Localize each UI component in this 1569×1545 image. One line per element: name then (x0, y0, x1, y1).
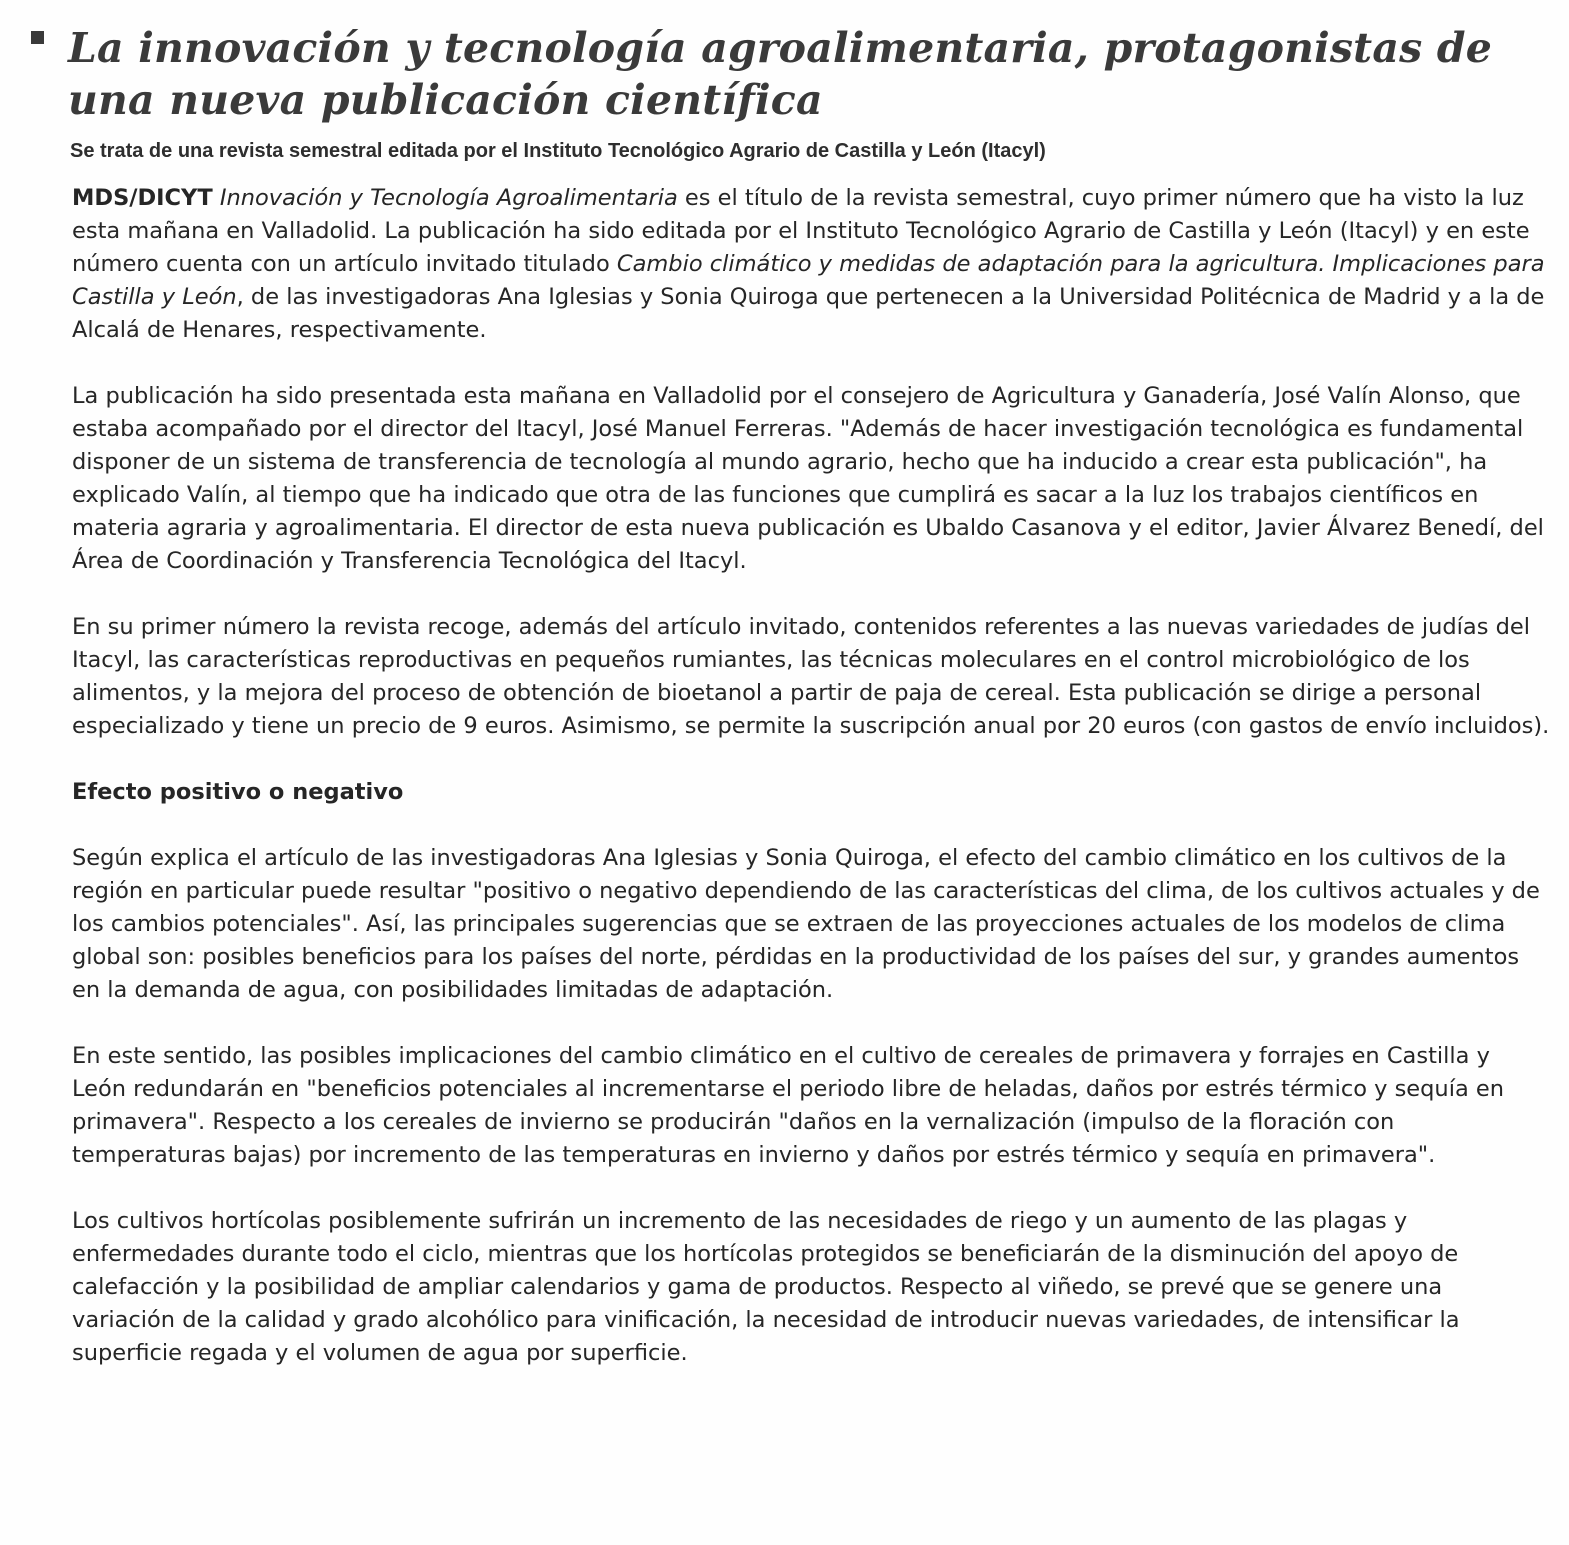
news-source: MDS/DICYT (72, 185, 213, 211)
paragraph-1-text-a: es el título de la revista semestral, cuyo primer número que ha visto la luz esta mañana en Valladolid. La publicación ha sido editada por el Instituto Tecnológico Agrario de Castilla y León (Itacyl) y en este número cuenta con un artículo invitado titulado (72, 185, 1530, 277)
paragraph-3: En su primer número la revista recoge, además del artículo invitado, contenidos referentes a las nuevas variedades de judías del Itacyl, las características reproductivas en pequeños rumiantes, las técnicas moleculares en el control microbiológico de los alimentos, y la mejora del proceso de obtención de bioetanol a partir de paja de cereal. Esta publicación se dirige a personal especializado y tiene un precio de 9 euros. Asimismo, se permite la suscripción anual por 20 euros (con gastos de envío incluidos). (72, 614, 1550, 739)
paragraph-6: Los cultivos hortícolas posiblemente sufrirán un incremento de las necesidades de riego y un aumento de las plagas y enfermedades durante todo el ciclo, mientras que los hortícolas protegidos se beneficiarán de la disminución del apoyo de calefacción y la posibilidad de ampliar calendarios y gama de productos. Respecto al viñedo, se prevé que se genere una variación de la calidad y grado alcohólico para vinificación, la necesidad de introducir nuevas variedades, de intensificar la superficie regada y el volumen de agua por superficie. (72, 1208, 1460, 1366)
paragraph-5: En este sentido, las posibles implicaciones del cambio climático en el cultivo de cereales de primavera y forrajes en Castilla y León redundarán en "beneficios potenciales al incrementarse el periodo libre de heladas, daños por estrés térmico y sequía en primavera". Respecto a los cereales de invierno se producirán "daños en la vernalización (impulso de la floración con temperaturas bajas) por incremento de las temperaturas en invierno y daños por estrés térmico y sequía en primavera". (72, 1043, 1504, 1168)
section-heading: Efecto positivo o negativo (72, 779, 404, 805)
paragraph-2: La publicación ha sido presentada esta mañana en Valladolid por el consejero de Agricultura y Ganadería, José Valín Alonso, que estaba acompañado por el director del Itacyl, José Manuel Ferreras. "Además de hacer investigación tecnológica es fundamental disponer de un sistema de transferencia de tecnología al mundo agrario, hecho que ha inducido a crear esta publicación", ha explicado Valín, al tiempo que ha indicado que otra de las funciones que cumplirá es sacar a la luz los trabajos científicos en materia agraria y agroalimentaria. El director de esta nueva publicación es Ubaldo Casanova y el editor, Javier Álvarez Benedí, del Área de Coordinación y Transferencia Tecnológica del Itacyl. (72, 383, 1544, 574)
paragraph-1 (72, 182, 1550, 347)
paragraph-1-text-b: , de las investigadoras Ana Iglesias y Sonia Quiroga que pertenecen a la Universidad Politécnica de Madrid y a la de Alcalá de Henares, respectivamente. (72, 284, 1545, 343)
paragraph-4: Según explica el artículo de las investigadoras Ana Iglesias y Sonia Quiroga, el efecto del cambio climático en los cultivos de la región en particular puede resultar "positivo o negativo dependiendo de las características del clima, de los cultivos actuales y de los cambios potenciales". Así, las principales sugerencias que se extraen de las proyecciones actuales de los modelos de clima global son: posibles beneficios para los países del norte, pérdidas en la productividad de los países del sur, y grandes aumentos en la demanda de agua, con posibilidades limitadas de adaptación. (72, 845, 1540, 1003)
magazine-title: Innovación y Tecnología Agroalimentaria (219, 185, 678, 211)
article-subheading: Se trata de una revista semestral editada por el Instituto Tecnológico Agrario de Castilla y León (Itacyl) (70, 140, 1046, 162)
invited-article-title: Cambio climático y medidas de adaptación para la agricultura. Implicaciones para Castilla y León (72, 251, 1545, 310)
article-body (72, 182, 1550, 1403)
article-headline: La innovación y tecnología agroalimentaria, protagonistas de una nueva publicación científica (68, 24, 1492, 124)
square-bullet-icon (31, 31, 44, 44)
